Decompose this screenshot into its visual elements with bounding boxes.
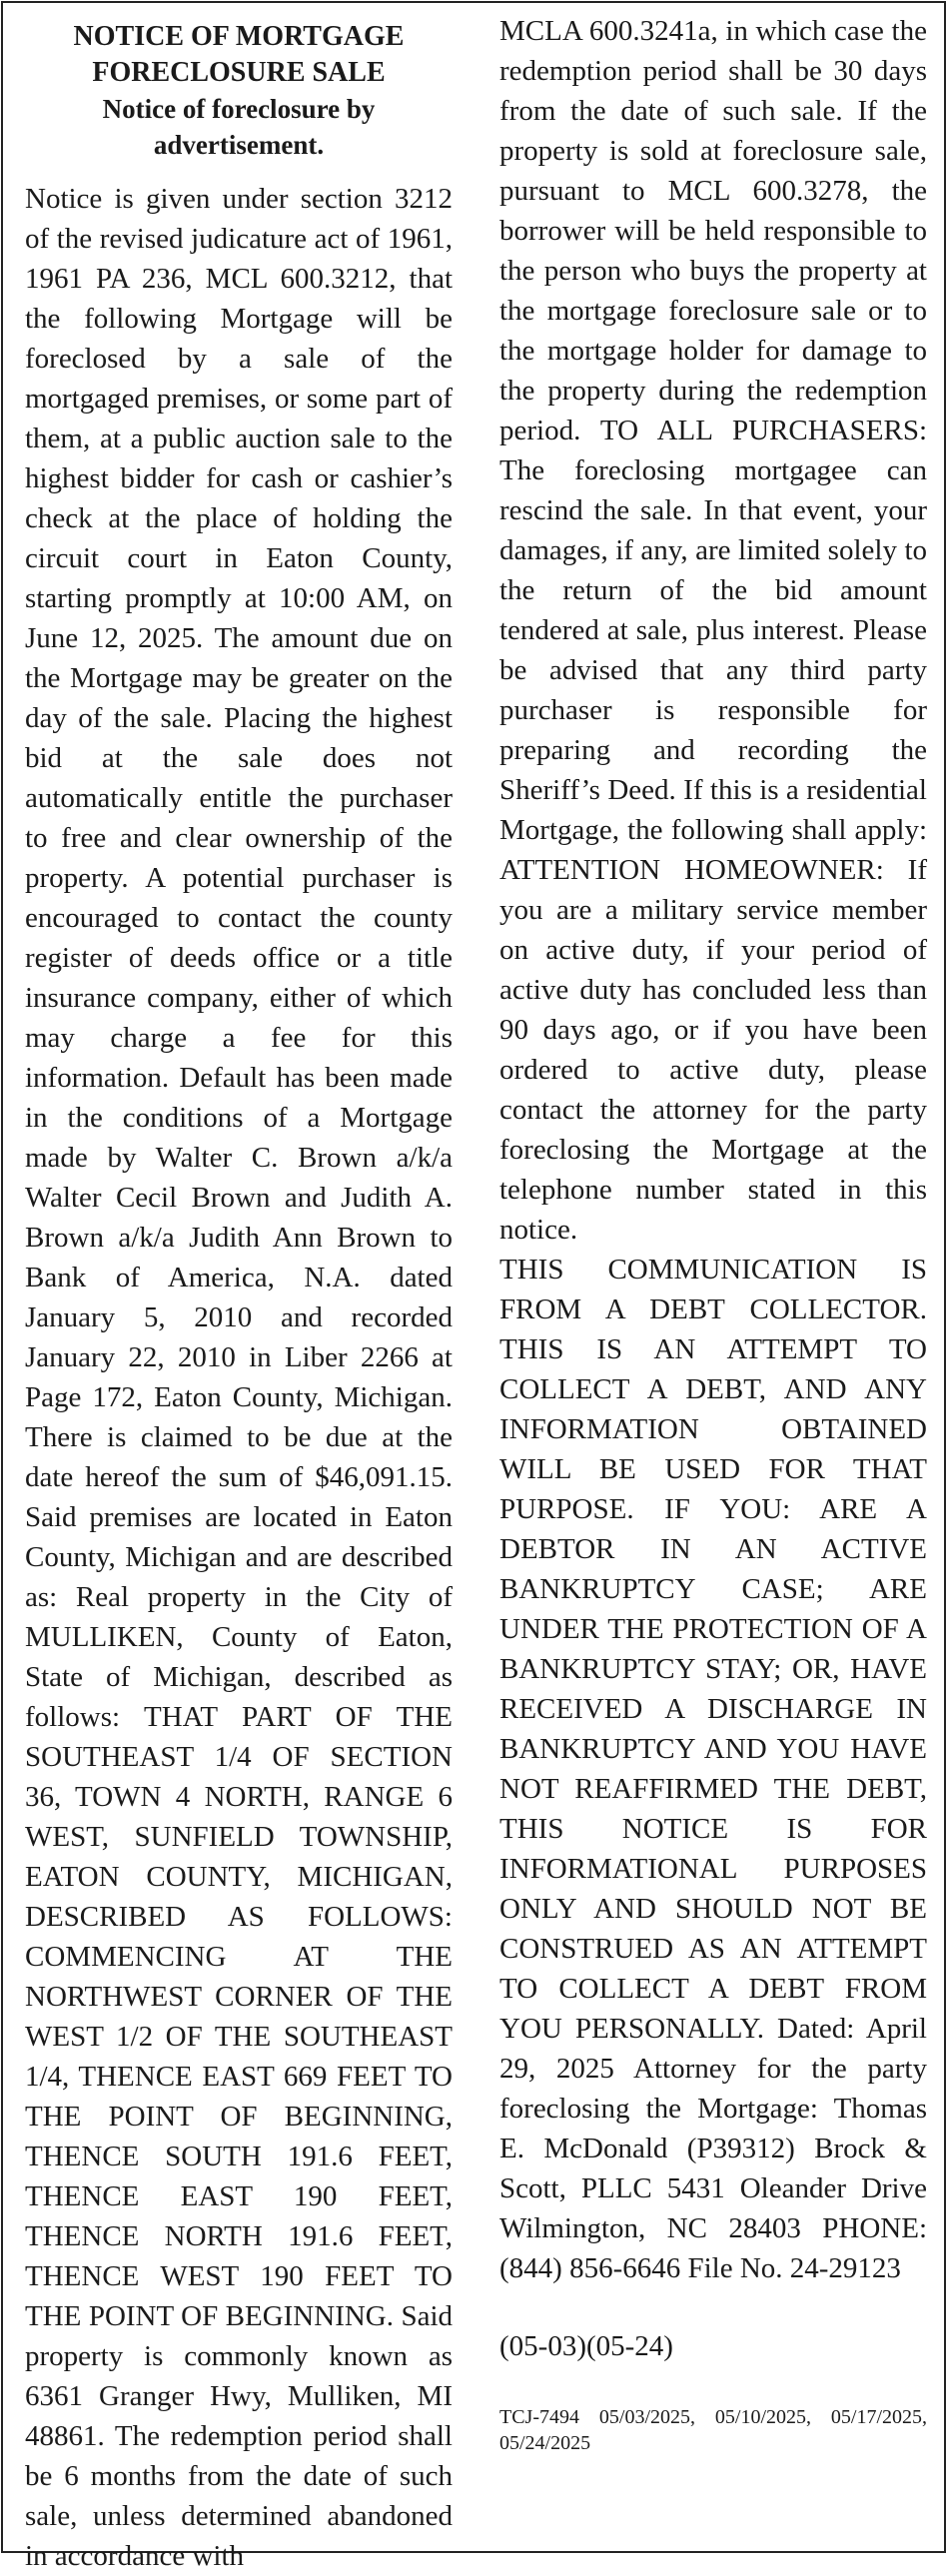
publication-tag: TCJ-7494 05/03/2025, 05/10/2025, 05/17/2025, 05/24/2025 [499,2406,927,2454]
left-column [25,11,453,2576]
debt-collector-notice: THIS COMMUNICATION IS FROM A DEBT COLLECTOR. THIS IS AN ATTEMPT TO COLLECT A DEBT, AND ANY INFORMATION OBTAINED WILL BE USED FOR THAT PURPOSE. IF YOU: ARE A DEBTOR IN AN ACTIVE BANKRUPTCY CASE; ARE UNDER THE PROTECTION OF A BANKRUPTCY STAY; OR, HAVE RECEIVED A DISCHARGE IN BANKRUPTCY AND YOU HAVE NOT REAFFIRMED THE DEBT, THIS NOTICE IS FOR INFORMATIONAL PURPOSES ONLY AND SHOULD NOT BE CONSTRUED AS AN ATTEMPT TO COLLECT A DEBT FROM YOU PERSONALLY. Dated: April 29, 2025 Attorney for the party foreclosing the Mortgage: Thomas E. McDonald (P39312) Brock & Scott, PLLC 5431 Oleander Drive Wilmington, NC 28403 PHONE: (844) 856-6646 File No. 24-29123 [499,1254,927,2284]
notice-body-right: MCLA 600.3241a, in which case the redemption period shall be 30 days from the date of such sale. If the property is sold at foreclosure sale, pursuant to MCL 600.3278, the borrower will be held responsible to the person who buys the property at the mortgage foreclosure sale or to the mortgage holder for damage to the property during the redemption period. TO ALL PURCHASERS: The foreclosing mortgagee can rescind the sale. In that event, your damages, if any, are limited solely to the return of the bid amount tendered at sale, plus interest. Please be advised that any third party purchaser is responsible for preparing and recording the Sheriff’s Deed. If this is a residential Mortgage, the following shall apply: ATTENTION HOMEOWNER: If you are a military service member on active duty, if your period of active duty has concluded less than 90 days ago, or if you have been ordered to active duty, please contact the attorney for the party foreclosing the Mortgage at the telephone number stated in this notice. [499,15,927,1246]
run-dates: (05-03)(05-24) [499,2330,673,2362]
legal-notice-page [1,1,946,2572]
notice-subtitle: Notice of foreclosure by advertisement. [102,94,376,160]
notice-title: NOTICE OF MORTGAGE FORECLOSURE SALE [73,21,405,88]
notice-body-left: Notice is given under section 3212 of the revised judicature act of 1961, 1961 PA 236, MCL 600.3212, that the following Mortgage will be foreclosed by a sale of the mortgaged premises, or some part of them, at a public auction sale to the highest bidder for cash or cashier’s check at the place of holding the circuit court in Eaton County, starting promptly at 10:00 AM, on June 12, 2025. The amount due on the Mortgage may be greater on the day of the sale. Placing the highest bid at the sale does not automatically entitle the purchaser to free and clear ownership of the property. A potential purchaser is encouraged to contact the county register of deeds office or a title insurance company, either of which may charge a fee for this information. Default has been made in the conditions of a Mortgage made by Walter C. Brown a/k/a Walter Cecil Brown and Judith A. Brown a/k/a Judith Ann Brown to Bank of America, N.A. dated January 5, 2010 and recorded January 22, 2010 in Liber 2266 at Page 172, Eaton County, Michigan. There is claimed to be due at the date hereof the sum of $46,091.15. Said premises are located in Eaton County, Michigan and are described as: Real property in the City of MULLIKEN, County of Eaton, State of Michigan, described as follows: THAT PART OF THE SOUTHEAST 1/4 OF SECTION 36, TOWN 4 NORTH, RANGE 6 WEST, SUNFIELD TOWNSHIP, EATON COUNTY, MICHIGAN, DESCRIBED AS FOLLOWS: COMMENCING AT THE NORTHWEST CORNER OF THE WEST 1/2 OF THE SOUTHEAST 1/4, THENCE EAST 669 FEET TO THE POINT OF BEGINNING, THENCE SOUTH 191.6 FEET, THENCE EAST 190 FEET, THENCE NORTH 191.6 FEET, THENCE WEST 190 FEET TO THE POINT OF BEGINNING. Said property is commonly known as 6361 Granger Hwy, Mulliken, MI 48861. The redemption period shall be 6 months from the date of such sale, unless determined abandoned in accordance with [25,183,453,2572]
right-column [499,11,927,2456]
